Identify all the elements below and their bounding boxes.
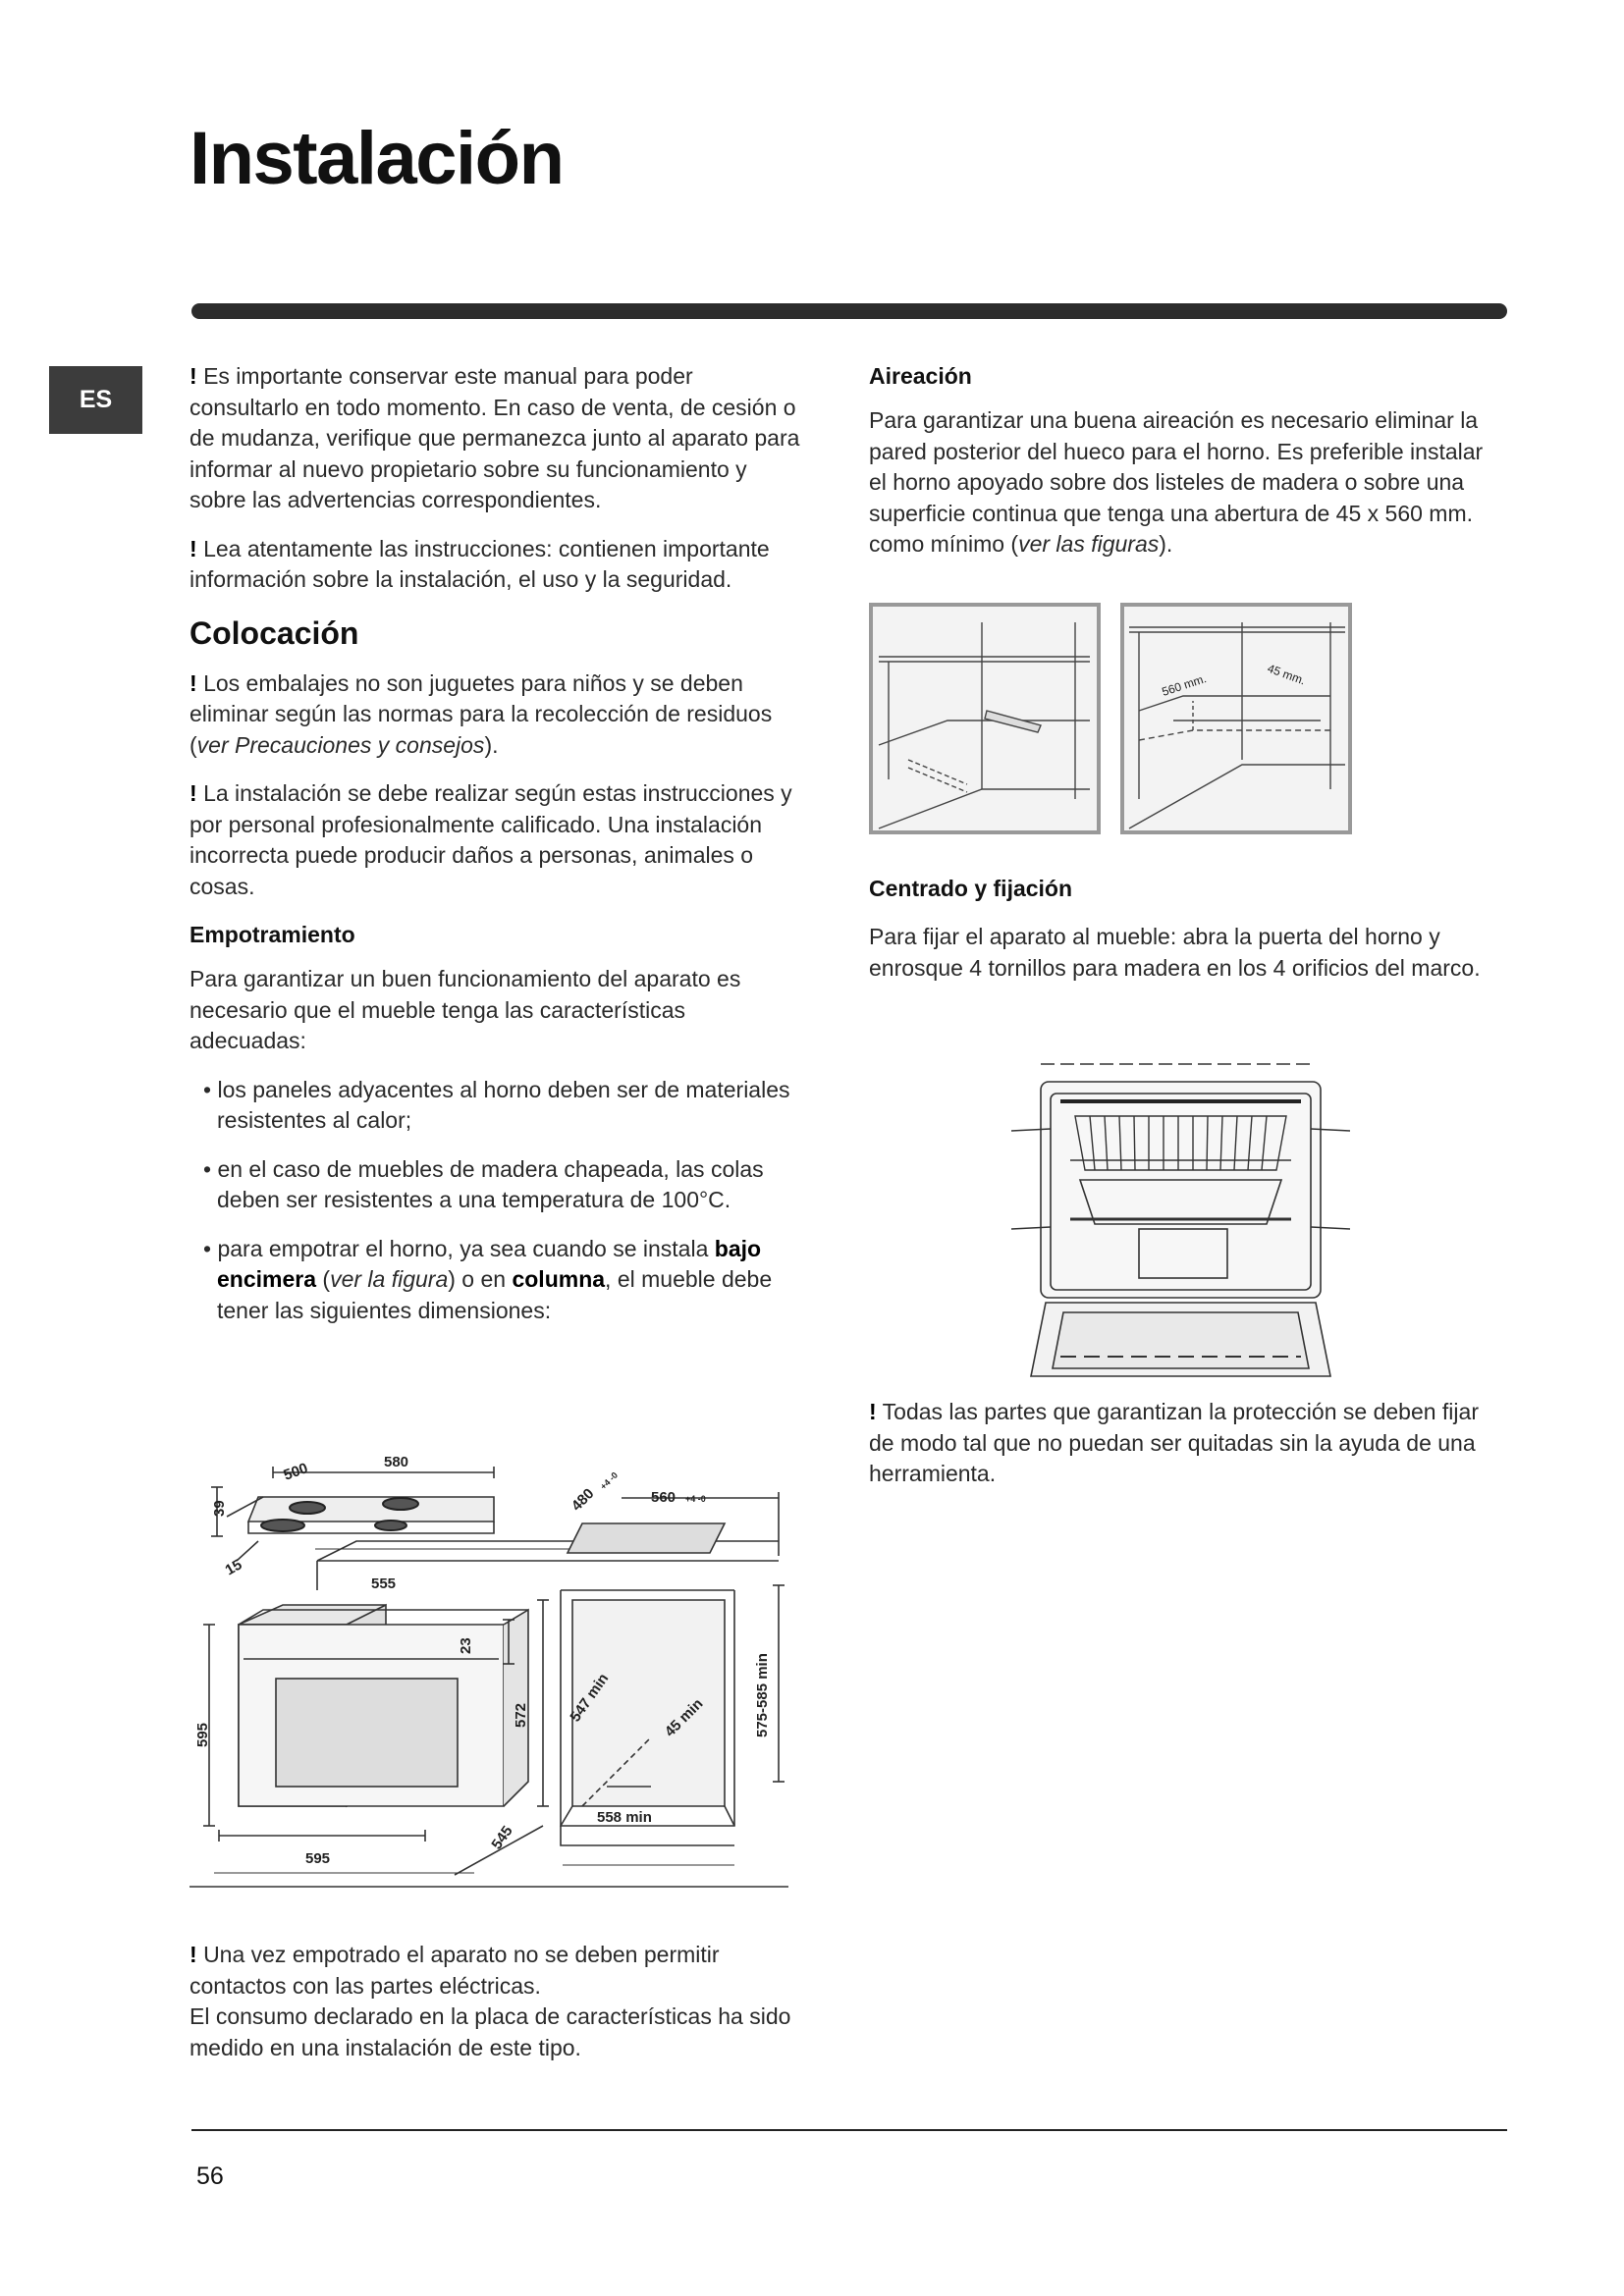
bullet-dim-a: para empotrar el horno, ya sea cuando se instala bbox=[217, 1235, 715, 1261]
note-installer-text: La instalación se debe realizar según estas instrucciones y por personal profesionalmente calificado. Una instalación incorrecta puede producir daños a personas, animales o cosas. bbox=[189, 780, 792, 899]
page-number: 56 bbox=[196, 2163, 224, 2190]
dim-545: 545 bbox=[488, 1823, 516, 1853]
note-protection-text: Todas las partes que garantizan la protección se deben fijar de modo tal que no puedan ser quitadas sin la ayuda de una herramienta. bbox=[869, 1399, 1479, 1486]
bullet-dim-b: bajo encimera bbox=[217, 1235, 762, 1292]
note-read-text: Lea atentamente las instrucciones: contienen importante información sobre la instalación, el uso y la seguridad. bbox=[189, 535, 770, 592]
dim-480: 480 bbox=[568, 1485, 598, 1515]
dim-15: 15 bbox=[222, 1556, 245, 1579]
note-electrical-text: Una vez empotrado el aparato no se deben permitir contactos con las partes eléctricas. bbox=[189, 1942, 720, 1999]
dim-23: 23 bbox=[458, 1637, 474, 1654]
dim-480-tolerance: +4 -0 bbox=[598, 1469, 621, 1492]
dim-572: 572 bbox=[513, 1702, 529, 1728]
note-packaging-pre: Los embalajes no son juguetes para niños y se deben eliminar según las normas para la recolección de residuos ( bbox=[189, 669, 773, 758]
note-manual-text: Es importante conservar este manual para poder consultarlo en todo momento. En caso de venta, de cesión o de mudanza, verifique que permanezca junto al aparato para informar al nuevo propietario sobre su funcionamiento y sobre las advertencias correspondientes. bbox=[189, 363, 800, 512]
bullet-dim-c: ( bbox=[316, 1266, 331, 1292]
air-dim-560mm: 560 mm. bbox=[1160, 671, 1209, 699]
note-protection bbox=[869, 1397, 1497, 1490]
bullet-dimensions: • para empotrar el horno, ya sea cuando se instala bajo encimera (ver la figura) o en columna, el mueble debe tener las siguientes dimensiones: bbox=[203, 1235, 773, 1323]
language-tab: ES bbox=[49, 366, 142, 434]
note-read bbox=[189, 534, 808, 596]
heading-centrado: Centrado y fijación bbox=[869, 876, 1073, 901]
dim-39: 39 bbox=[211, 1500, 228, 1517]
ventilation-figure-right bbox=[1122, 605, 1350, 832]
empotramiento-intro: Para garantizar un buen funcionamiento del aparato es necesario que el mueble tenga las características adecuadas: bbox=[189, 966, 741, 1053]
oven-fixing-figure bbox=[992, 1052, 1365, 1386]
air-dim-45mm: 45 mm. bbox=[1265, 661, 1308, 688]
note-consumption: El consumo declarado en la placa de características ha sido medido en una instalación de este tipo. bbox=[189, 2003, 791, 2060]
dim-575-585-min: 575-585 min bbox=[754, 1653, 771, 1737]
aireacion-ref: ver las figuras bbox=[1018, 531, 1160, 557]
warning-mark: ! bbox=[189, 535, 197, 561]
note-installer bbox=[189, 778, 808, 902]
warning-mark: ! bbox=[189, 1942, 197, 1967]
bottom-notes bbox=[189, 1940, 808, 2063]
bullet-dim-d: ver la figura bbox=[330, 1266, 449, 1292]
dim-595-width: 595 bbox=[305, 1850, 331, 1867]
aireacion-text bbox=[869, 405, 1497, 561]
aireacion-text-pre: Para garantizar una buena aireación es necesario eliminar la pared posterior del hueco para el horno. Es preferible instalar el horno apoyado sobre dos listeles de madera o sobre una superficie continua que tenga una abertura de 45 x 560 mm. como mínimo ( bbox=[869, 407, 1484, 557]
warning-mark: ! bbox=[189, 780, 197, 806]
page-title: Instalación bbox=[189, 117, 564, 200]
footer-divider bbox=[191, 2129, 1507, 2131]
warning-mark: ! bbox=[189, 363, 197, 389]
left-column bbox=[189, 361, 808, 1344]
dim-547-min: 547 min bbox=[567, 1670, 613, 1726]
bullet-panels-text: los paneles adyacentes al horno deben ser de materiales resistentes al calor; bbox=[217, 1076, 790, 1133]
dim-555: 555 bbox=[371, 1575, 397, 1592]
note-electrical bbox=[189, 1940, 808, 2002]
heading-aireacion: Aireación bbox=[869, 363, 972, 389]
centrado-text: Para fijar el aparato al mueble: abra la puerta del horno y enrosque 4 tornillos para madera en los 4 orificios del marco. bbox=[869, 924, 1481, 981]
title-divider bbox=[191, 303, 1507, 319]
dim-500: 500 bbox=[281, 1460, 310, 1484]
heading-empotramiento: Empotramiento bbox=[189, 922, 355, 947]
dim-45-min: 45 min bbox=[661, 1695, 707, 1740]
bullet-dim-e: ) o en bbox=[448, 1266, 513, 1292]
aireacion-text-post: ). bbox=[1159, 531, 1173, 557]
note-manual bbox=[189, 361, 808, 516]
bullet-veneer: • en el caso de muebles de madera chapeada, las colas deben ser resistentes a una temperatura de 100°C. bbox=[203, 1155, 764, 1212]
warning-mark: ! bbox=[189, 669, 197, 696]
dim-558-min: 558 min bbox=[597, 1809, 652, 1826]
warning-mark: ! bbox=[869, 1399, 877, 1424]
right-final-note-block bbox=[869, 1397, 1497, 1508]
note-packaging bbox=[189, 668, 808, 762]
ventilation-figure-left bbox=[871, 605, 1099, 832]
note-packaging-post: ). bbox=[484, 731, 499, 758]
dim-595-height: 595 bbox=[194, 1722, 211, 1747]
bullet-dim-f: columna bbox=[512, 1266, 606, 1292]
note-packaging-ref: ver Precauciones y consejos bbox=[196, 731, 485, 758]
heading-colocacion: Colocación bbox=[189, 614, 359, 651]
dim-560-tolerance: +4 -0 bbox=[685, 1494, 706, 1504]
bullet-dim-g: , el mueble debe tener las siguientes dimensiones: bbox=[217, 1266, 773, 1323]
dim-580: 580 bbox=[384, 1454, 409, 1470]
right-column-lower bbox=[869, 874, 1497, 1001]
installation-dimensions-figure bbox=[189, 1443, 788, 1904]
dim-560: 560 bbox=[651, 1489, 677, 1506]
ventilation-figures bbox=[869, 603, 1360, 838]
bullet-veneer-text: en el caso de muebles de madera chapeada, las colas deben ser resistentes a una temperatura de 100°C. bbox=[217, 1155, 764, 1212]
bullet-panels: • los paneles adyacentes al horno deben ser de materiales resistentes al calor; bbox=[203, 1076, 790, 1133]
right-column bbox=[869, 361, 1497, 578]
